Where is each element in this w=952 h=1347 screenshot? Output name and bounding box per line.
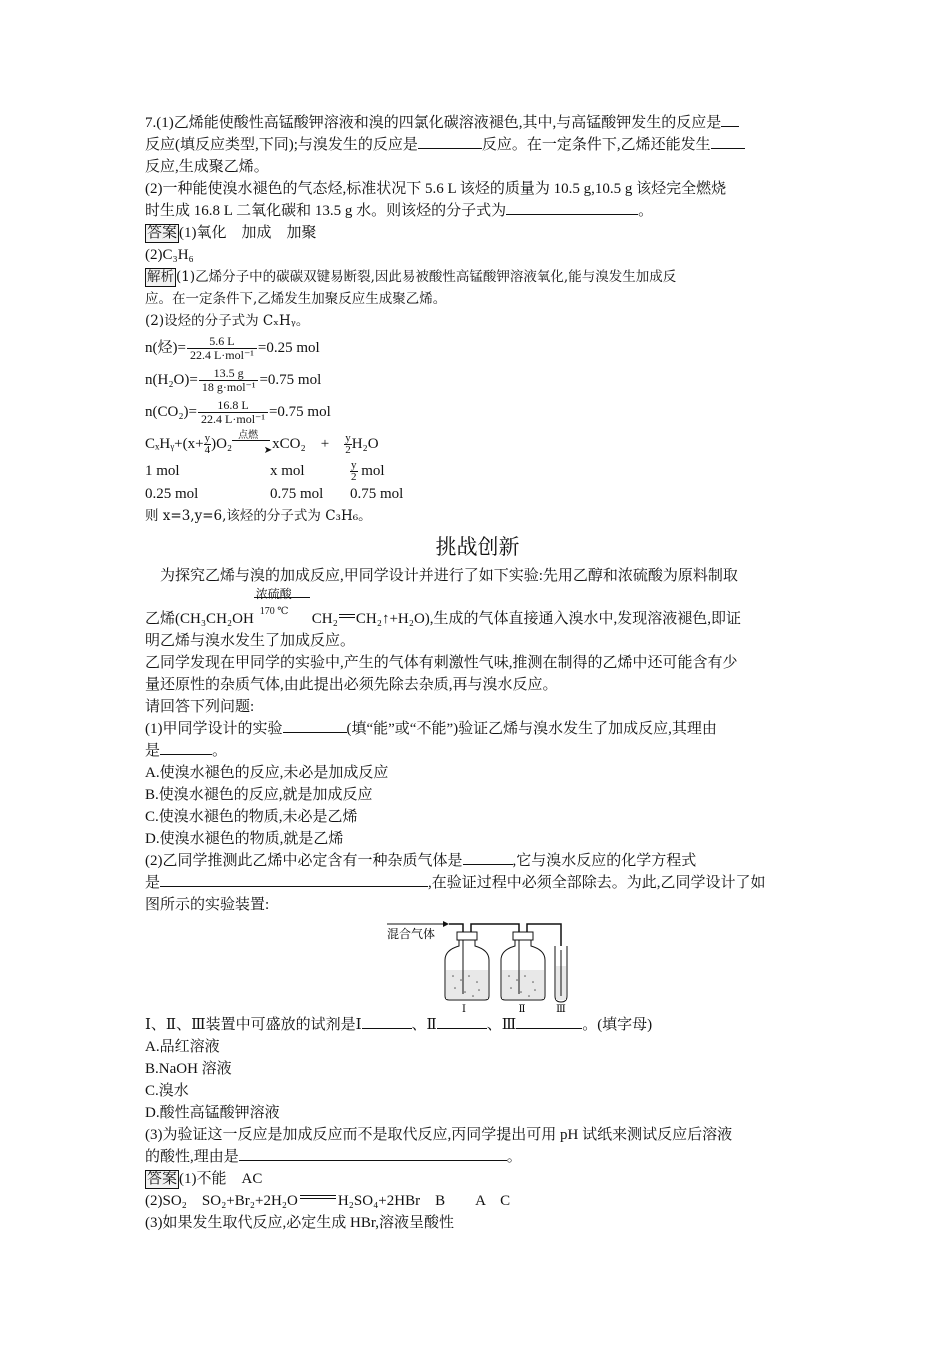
ch-answer-line1: 答案 (1)不能 AC [147, 1171, 263, 1188]
ch-reagent-d: D.酸性高锰酸钾溶液 [145, 1105, 280, 1122]
ch-q2-reagents: Ⅰ、Ⅱ、Ⅲ装置中可盛放的试剂是Ⅰ 、Ⅱ 、Ⅲ 。(填字母) [145, 1014, 810, 1036]
ch-intro4: 乙同学发现在甲同学的实验中,产生的气体有刺激性气味,推测在制得的乙烯中还可能含有少 [145, 655, 738, 672]
q7-answer-line1: 答案 (1)氧化 加成 加聚 [147, 225, 317, 241]
ch-q1-line1: (1)甲同学设计的实验 (填“能”或“不能”)验证乙烯与溴水发生了加成反应,其理由 [145, 718, 810, 740]
ch-q1-line2: 是 。 [145, 740, 810, 762]
q7-analysis-line3: (2)设烃的分子式为 CₓHᵧ。 [145, 313, 310, 329]
calc-water: n(H₂O)= $\frac{13.5 g}{\text{18 g·mol⁻¹}}$ =0.75 mol [145, 366, 322, 395]
ch-option-d: D.使溴水褪色的物质,就是乙烯 [145, 831, 344, 848]
q7-conclusion: 则 x=3,y=6,该烃的分子式为 C₃H₆。 [145, 508, 372, 525]
ch-reagent-c: C.溴水 [145, 1083, 189, 1100]
ch-reagent-a: A.品红溶液 [145, 1039, 220, 1056]
section-title: 挑战创新 [435, 535, 520, 560]
blank-formula[interactable] [506, 200, 638, 215]
answer-tag: 答案 [147, 225, 178, 241]
ch-reagent-b: B.NaOH 溶液 [145, 1061, 232, 1078]
mol-row-1: 1 mol x mol $\frac{y}{2}$ mol [145, 459, 385, 484]
blank-reaction-type-1[interactable] [721, 112, 739, 127]
ch-intro1: 为探究乙烯与溴的加成反应,甲同学设计并进行了如下实验:先用乙醇和浓硫酸为原料制取 [145, 568, 738, 585]
blank-reaction-type-3[interactable] [711, 134, 745, 149]
ch-q2-line1: (2)乙同学推测此乙烯中必定含有一种杂质气体是 ,它与溴水反应的化学方程式 [145, 850, 810, 872]
blank-reason-ph[interactable] [239, 1146, 507, 1161]
blank-impurity-gas[interactable] [463, 850, 513, 865]
ch-option-b: B.使溴水褪色的反应,就是加成反应 [145, 787, 373, 804]
ch-q2-line3: 图所示的实验装置: [145, 897, 270, 914]
fig-label-mixed-gas: 混合气体 [387, 927, 436, 942]
test-tube-3 [555, 946, 567, 1002]
ch-intro5: 量还原性的杂质气体,由此提出必须先除去杂质,再与溴水反应。 [145, 677, 558, 694]
q7-line2: 反应(填反应类型,下同);与溴发生的反应是 反应。在一定条件下,乙烯还能发生 [145, 134, 810, 156]
q7-line3: 反应,生成聚乙烯。 [145, 159, 269, 175]
calc-co2: n(CO₂)= $\frac{16.8 L}{\text{22.4 L·mol⁻¹}}$ =0.75 mol [145, 398, 331, 427]
blank-reagent-3[interactable] [516, 1014, 582, 1029]
blank-equation[interactable] [160, 872, 428, 887]
blank-reagent-1[interactable] [362, 1014, 412, 1029]
reaction-arrow: 浓硫酸 170 ℃ [254, 601, 312, 623]
q7-line5: 时生成 16.8 L 二氧化碳和 13.5 g 水。则该烃的分子式为 。 [145, 200, 810, 222]
calc-hydrocarbon: n(烃)= $\frac{5.6 L}{\text{22.4 L·mol⁻¹}}$ =0.25 mol [145, 334, 320, 363]
ch-option-a: A.使溴水褪色的反应,未必是加成反应 [145, 765, 389, 782]
ch-q3-line2: 的酸性,理由是 。 [145, 1146, 810, 1168]
ignite-arrow: 点燃 ➤ [232, 434, 272, 448]
analysis-tag: 解析 [147, 269, 174, 285]
q7-line4: (2)一种能使溴水褪色的气态烃,标准状况下 5.6 L 该烃的质量为 10.5 g,10.5 g 该烃完全燃烧 [145, 181, 727, 197]
bottle-1 [445, 932, 489, 1000]
mol-row-2: 0.25 mol 0.75 mol 0.75 mol [145, 486, 404, 503]
q7-analysis-line1: 解析 (1)乙烯分子中的碳碳双键易断裂,因此易被酸性高锰酸钾溶液氧化,能与溴发生加成反 [147, 269, 677, 285]
ch-q2-line2: 是 ,在验证过程中必须全部除去。为此,乙同学设计了如 [145, 872, 810, 894]
page-content [145, 112, 810, 1234]
q7-answer-line2: (2)C₃H₆ [145, 247, 194, 263]
ch-answer-line2: (2)SO₂ SO₂+Br₂+2H₂O H₂SO₄+2HBr B A C [145, 1193, 511, 1210]
fig-label-2: Ⅱ [518, 1004, 526, 1013]
blank-reaction-type-2[interactable] [418, 134, 482, 149]
blank-reason[interactable] [160, 740, 212, 755]
apparatus-diagram [385, 920, 585, 1012]
blank-reagent-2[interactable] [437, 1014, 487, 1029]
equals-sign-icon [298, 1195, 338, 1205]
q7-line1: 7.(1)乙烯能使酸性高锰酸钾溶液和溴的四氯化碳溶液褪色,其中,与高锰酸钾发生的反应是 [145, 112, 810, 134]
ch-intro2: 乙烯(CH₃CH₂OH 浓硫酸 170 ℃ CH₂ CH₂↑+H₂O),生成的气体直接通入溴水中,发现溶液褪色,即证 [145, 587, 742, 628]
ch-intro3: 明乙烯与溴水发生了加成反应。 [145, 633, 356, 650]
answer-tag-2: 答案 [147, 1171, 178, 1188]
ch-q3-line1: (3)为验证这一反应是加成反应而不是取代反应,丙同学提出可用 pH 试纸来测试反应后溶液 [145, 1127, 733, 1144]
ch-answer-line3: (3)如果发生取代反应,必定生成 HBr,溶液呈酸性 [145, 1215, 454, 1232]
bottle-2 [501, 932, 545, 1000]
fig-label-1: Ⅰ [462, 1004, 466, 1013]
ch-option-c: C.使溴水褪色的物质,未必是乙烯 [145, 809, 358, 826]
blank-can-or-not[interactable] [283, 718, 347, 733]
combustion-equation: CₓHᵧ+(x+ $\frac{y}{4}$ )O₂ 点燃 ➤ xCO₂ + $\frac{y}{2}$ H₂O [145, 430, 379, 457]
ch-ask: 请回答下列问题: [145, 699, 255, 716]
q7-analysis-line2: 应。在一定条件下,乙烯发生加聚反应生成聚乙烯。 [145, 291, 447, 307]
fig-label-3: Ⅲ [556, 1004, 566, 1013]
